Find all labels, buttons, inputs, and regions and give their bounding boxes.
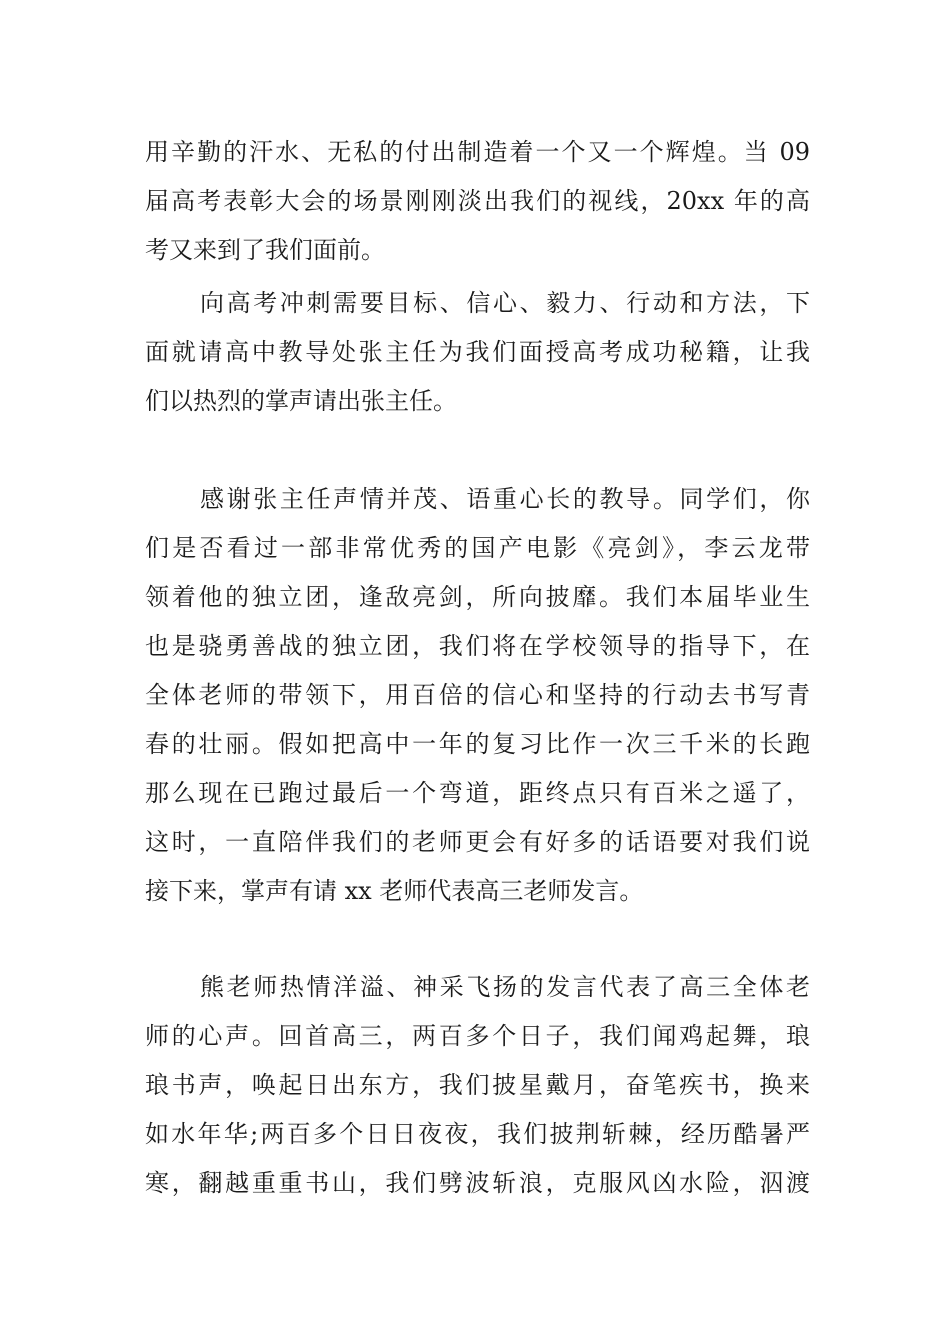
paragraph-line: 感谢张主任声情并茂、语重心长的教导。同学们，你 — [200, 485, 810, 513]
paragraph-line: 那么现在已跑过最后一个弯道，距终点只有百米之遥了， — [145, 779, 810, 807]
paragraph-line: 师的心声。回首高三，两百多个日子，我们闻鸡起舞，琅 — [145, 1022, 810, 1050]
paragraph-line: 也是骁勇善战的独立团，我们将在学校领导的指导下，在 — [145, 632, 810, 660]
paragraph-line: 们是否看过一部非常优秀的国产电影《亮剑》，李云龙带 — [145, 534, 810, 562]
paragraph-line: 全体老师的带领下，用百倍的信心和坚持的行动去书写青 — [145, 681, 810, 709]
paragraph-line: 春的壮丽。假如把高中一年的复习比作一次三千米的长跑 — [145, 730, 810, 758]
paragraph-line: 琅书声，唤起日出东方，我们披星戴月，奋笔疾书，换来 — [145, 1071, 810, 1099]
paragraph-line: 熊老师热情洋溢、神采飞扬的发言代表了高三全体老 — [200, 973, 810, 1001]
paragraph-line: 寒，翻越重重书山，我们劈波斩浪，克服风凶水险，泅渡 — [145, 1169, 810, 1197]
paragraph-line: 面就请高中教导处张主任为我们面授高考成功秘籍，让我 — [145, 338, 810, 366]
paragraph-line: 接下来，掌声有请 xx 老师代表高三老师发言。 — [145, 877, 644, 905]
paragraph-line: 考又来到了我们面前。 — [145, 236, 385, 264]
paragraph-line: 届高考表彰大会的场景刚刚淡出我们的视线，20xx 年的高 — [145, 187, 810, 215]
paragraph-line: 如水年华;两百多个日日夜夜，我们披荆斩棘，经历酷暑严 — [145, 1120, 810, 1148]
paragraph-line: 领着他的独立团，逢敌亮剑，所向披靡。我们本届毕业生 — [145, 583, 810, 611]
paragraph-line: 们以热烈的掌声请出张主任。 — [145, 387, 457, 415]
paragraph-line: 向高考冲刺需要目标、信心、毅力、行动和方法，下 — [200, 289, 810, 317]
paragraph-line: 这时，一直陪伴我们的老师更会有好多的话语要对我们说 — [145, 828, 810, 856]
paragraph-line: 用辛勤的汗水、无私的付出制造着一个又一个辉煌。当 09 — [145, 138, 810, 166]
